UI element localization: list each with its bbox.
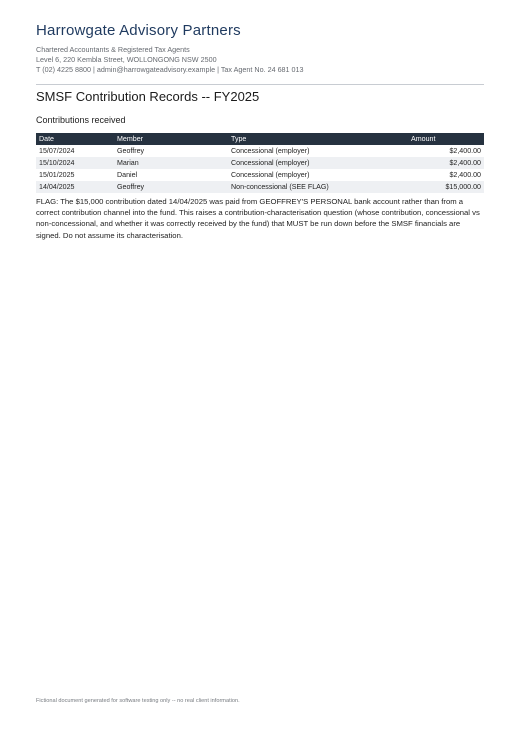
cell-member: Marian [114,157,228,169]
firm-subtitle: Chartered Accountants & Registered Tax Agents [36,45,190,54]
cell-date: 15/01/2025 [39,171,75,179]
table-row [36,157,484,169]
cell-date: 15/07/2024 [39,147,75,155]
flag-note: FLAG: The $15,000 contribution dated 14/04/2025 was paid from GEOFFREY'S PERSONAL bank account rather than from a correct contribution channel into the fund. This raises a contribution-characterisation question (whose contribution, concessional vs non-concessional, and whether it was correctly received by the fund) that MUST be run down before the SMSF financials are signed. Do not assume its characterisation. [36,197,480,240]
firm-address: Level 6, 220 Kembla Street, WOLLONGONG NSW 2500 [36,55,217,64]
table-header-row [36,133,484,145]
table-row [36,145,484,157]
cell-member: Geoffrey [117,147,145,155]
document-title: SMSF Contribution Records -- FY2025 [36,89,260,104]
table-row [36,181,484,193]
cell-type: Concessional (employer) [231,147,310,155]
cell-amount: $2,400.00 [408,157,484,169]
cell-type: Concessional (employer) [231,171,310,179]
firm-contact: T (02) 4225 8800 | admin@harrowgateadvisory.example | Tax Agent No. 24 681 013 [36,65,304,74]
column-header-type: Type [228,133,408,145]
letterhead [36,22,484,75]
document-page [36,22,484,249]
cell-member: Geoffrey [114,181,228,193]
cell-date: 14/04/2025 [36,181,114,193]
column-header-member: Member [114,133,228,145]
cell-type: Non-concessional (SEE FLAG) [228,181,408,193]
cell-member: Daniel [117,171,138,179]
column-header-amount: Amount [408,133,484,145]
table-body [36,145,484,193]
cell-amount: $2,400.00 [449,147,481,155]
column-header-date: Date [36,133,114,145]
section-heading: Contributions received [36,115,126,125]
table-header [36,133,484,145]
header-divider [36,84,484,85]
firm-name: Harrowgate Advisory Partners [36,22,241,39]
cell-type: Concessional (employer) [228,157,408,169]
footer-disclaimer: Fictional document generated for software testing only -- no real client information. [36,698,240,704]
cell-amount: $2,400.00 [449,171,481,179]
cell-amount: $15,000.00 [408,181,484,193]
contributions-table [36,133,484,193]
cell-date: 15/10/2024 [36,157,114,169]
table-row [36,169,484,181]
